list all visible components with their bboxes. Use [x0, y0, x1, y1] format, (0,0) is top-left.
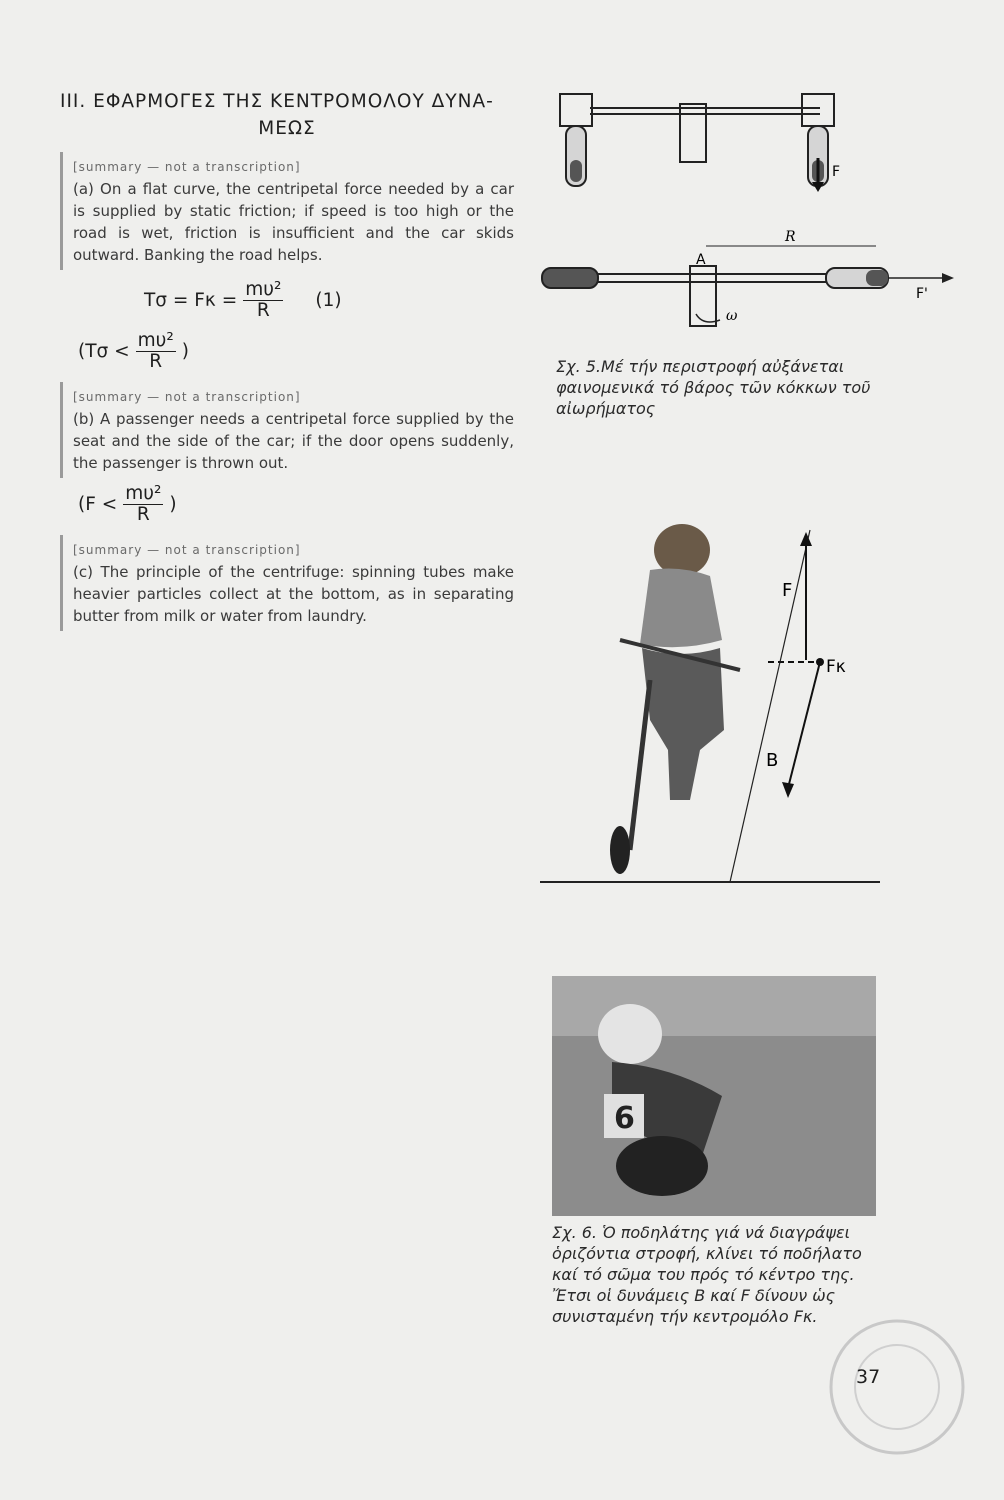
inequality-passenger-right: ) — [169, 494, 177, 515]
summary-c — [60, 535, 514, 631]
inequality-friction-fraction — [136, 331, 176, 372]
section-heading — [60, 88, 514, 142]
motorcycle-wheel — [616, 1136, 708, 1196]
equation-1-numerator: mυ² — [245, 279, 282, 300]
top-axis-block — [680, 104, 706, 162]
left-holder — [560, 94, 592, 126]
equation-1 — [144, 280, 514, 321]
section-heading-line1: III. ΕΦΑΡΜΟΓΕΣ ΤΗΣ ΚΕΝΤΡΟΜΟΛΟΥ ΔΥΝΑ- — [60, 91, 494, 112]
label-B: B — [766, 750, 779, 771]
rider-torso — [640, 568, 722, 647]
right-holder — [802, 94, 834, 126]
lean-line — [730, 530, 810, 882]
left-sediment — [570, 160, 582, 182]
front-fork — [630, 680, 650, 850]
summary-b-text: (b) A passenger needs a centripetal force supplied by the seat and the side of the car; if the door opens suddenly, the passenger is thrown out. — [73, 410, 514, 472]
inequality-friction-left: (Tσ < — [78, 341, 130, 362]
label-F: F — [832, 164, 841, 180]
number-plate-text: 6 — [614, 1101, 635, 1136]
inequality-friction-numerator: mυ² — [137, 330, 174, 351]
wheel — [610, 826, 630, 874]
force-B-head — [782, 782, 794, 798]
inequality-passenger-fraction — [123, 484, 163, 525]
inequality-friction-right: ) — [181, 341, 189, 362]
force-B-arrow — [788, 662, 820, 788]
rider-legs — [642, 648, 724, 800]
summary-c-text: (c) The principle of the centrifuge: spinning tubes make heavier particles collect at the bottom, as in separating butter from milk or water from laundry. — [73, 563, 514, 625]
equation-1-number: (1) — [315, 290, 342, 311]
force-F-head — [800, 532, 812, 546]
page-number: 37 — [856, 1366, 881, 1388]
inequality-passenger-left: (F < — [78, 494, 118, 515]
figure-5-caption: Σχ. 5.Μέ τήν περιστροφή αὐξάνεται φαινομενικά τό βάρος τῶν κόκκων τοῦ αἰωρήματος — [556, 357, 871, 418]
rider-head — [654, 524, 710, 576]
equation-1-left: Tσ = Fκ = — [144, 290, 238, 311]
figure-6-motorcycle-photo — [552, 976, 876, 1216]
inequality-passenger-denominator: R — [136, 504, 150, 525]
section-heading-line2: ΜΕΩΣ — [258, 118, 316, 139]
inequality-friction — [78, 331, 514, 372]
left-tube-horizontal — [542, 268, 598, 288]
summary-label-c: [summary — not a transcription] — [73, 543, 301, 557]
outward-arrow-head — [942, 273, 954, 283]
label-F-prime: F' — [916, 286, 928, 302]
weight-arrow-head — [812, 182, 824, 192]
summary-label: [summary — not a transcription] — [73, 160, 301, 174]
inequality-passenger-numerator: mυ² — [125, 483, 162, 504]
label-omega: ω — [726, 308, 738, 324]
right-tube-sediment — [866, 270, 888, 286]
summary-label-b: [summary — not a transcription] — [73, 390, 301, 404]
figure-5-centrifuge — [530, 86, 980, 356]
summary-b — [60, 382, 514, 478]
figure-bicycle — [540, 520, 885, 892]
stamp-outer-ring — [831, 1321, 963, 1453]
inequality-passenger — [78, 484, 514, 525]
label-F-bike: F — [782, 580, 793, 601]
label-A: A — [696, 252, 706, 268]
summary-a — [60, 152, 514, 270]
equation-1-fraction — [243, 280, 283, 321]
inequality-friction-denominator: R — [149, 351, 163, 372]
figure-6-caption: Σχ. 6. Ὁ ποδηλάτης γιά νά διαγράψει ὁριζόντια στροφή, κλίνει τό ποδήλατο καί τό σῶμα του πρός τό κέντρο της. Ἔτσι οἱ δυνάμεις B καί F δίνουν ὡς συνισταμένη τήν κεντρομόλο Fκ. — [552, 1223, 862, 1326]
equation-1-denominator: R — [256, 300, 270, 321]
summary-a-text: (a) On a flat curve, the centripetal force needed by a car is supplied by static friction; if speed is too high or the road is wet, friction is insufficient and the car skids outward. Banking the road helps. — [73, 180, 514, 264]
label-R: R — [785, 229, 796, 245]
main-text-column — [60, 88, 514, 631]
library-stamp — [822, 1312, 972, 1462]
rider-helmet — [598, 1004, 662, 1064]
label-Fk: Fκ — [826, 657, 846, 677]
